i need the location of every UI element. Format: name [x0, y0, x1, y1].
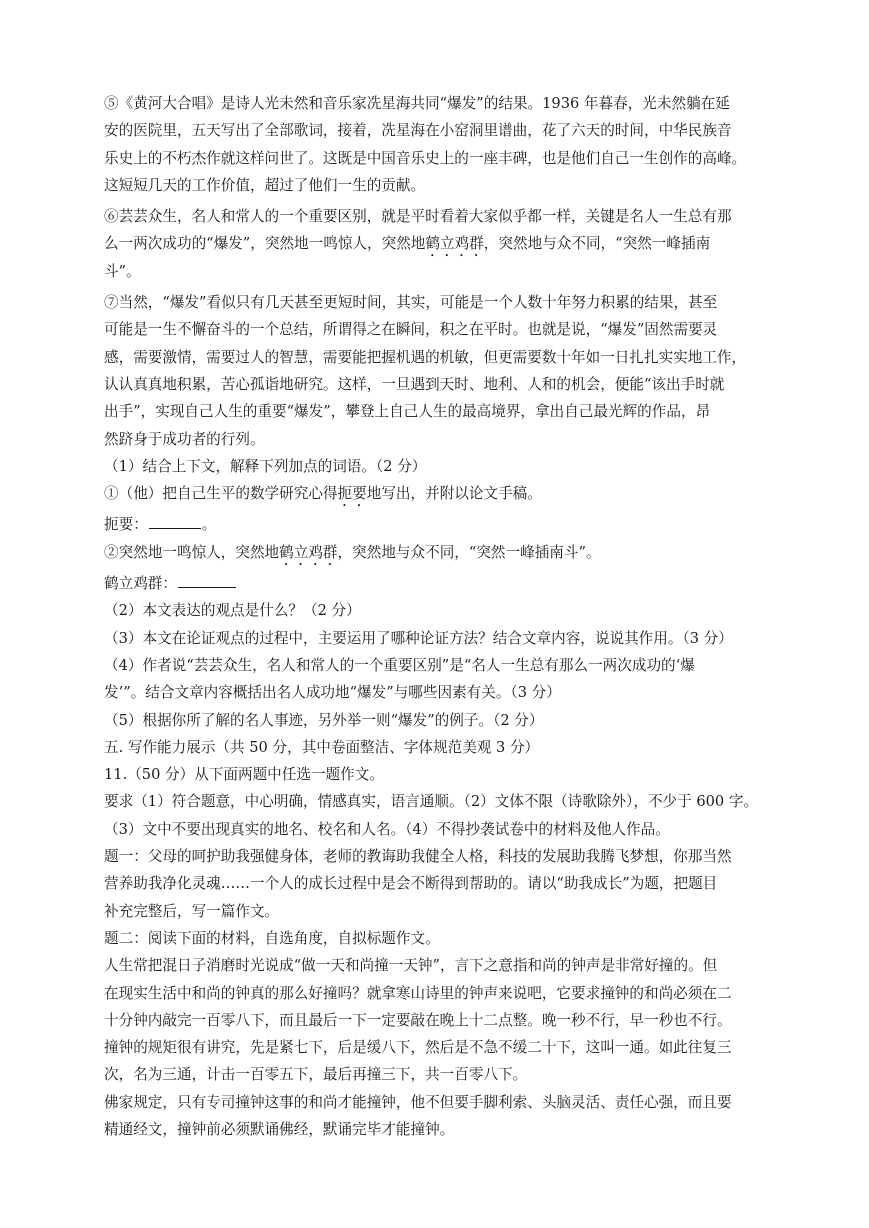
text-line: ⑥芸芸众生，名人和常人的一个重要区别，就是平时看着大家似乎都一样，关键是名人一生总有那 — [104, 208, 732, 226]
dotted-term: 鹤立鸡群 — [279, 543, 338, 561]
text-segment: 地写出，并附以论文手稿。 — [366, 485, 542, 503]
dotted-term: 扼要 — [337, 485, 367, 503]
paragraph-5 — [104, 90, 766, 199]
text-line: 题一：父母的呵护助我强健身体，老师的教诲助我健全人格，科技的发展助我腾飞梦想，你那当然 — [104, 848, 732, 866]
text-line: 这短短几天的工作价值，超过了他们一生的贡献。 — [104, 176, 426, 194]
answer-blank[interactable] — [149, 511, 201, 529]
text-segment: ，突然地与众不同，“突然一峰插南 — [483, 235, 711, 253]
text-line: 然跻身于成功者的行列。 — [104, 430, 265, 448]
text-line: ⑤《黄河大合唱》是诗人光未然和音乐家冼星海共同“爆发”的结果。1936 年暮春，光未然躺在延 — [104, 95, 730, 112]
topic-1 — [104, 843, 766, 925]
questions — [104, 453, 766, 734]
answer-line-1b — [104, 570, 766, 597]
section-heading: 五. 写作能力展示（共 50 分，其中卷面整洁、字体规范美观 3 分） — [104, 738, 540, 756]
question-4-cont: 发’”。结合文章内容概括出名人成功地“爆发”与哪些因素有关。（3 分） — [104, 684, 561, 702]
topic-2-heading: 题二：阅读下面的材料，自选角度，自拟标题作文。 — [104, 929, 440, 947]
answer-end: 。 — [201, 516, 217, 534]
answer-line-1a — [104, 511, 766, 538]
text-line: 安的医院里，五天写出了全部歌词，接着，冼星海在小窑洞里谱曲，花了六天的时间，中华民族音 — [104, 122, 732, 140]
text-line: 斗”。 — [104, 262, 141, 280]
text-line: ⑦当然，“爆发”看似只有几天甚至更短时间，其实，可能是一个人数十年努力积累的结果，甚至 — [104, 294, 718, 312]
text-segment: ①（他）把自己生平的数学研究心得 — [104, 485, 338, 503]
text-segment: 么一两次成功的“爆发”，突然地一鸣惊人，突然地 — [104, 235, 426, 253]
text-line: 感，需要激情，需要过人的智慧，需要能把握机遇的机敏，但更需要数十年如一日扎扎实实地工作， — [104, 348, 747, 366]
question-2: （2）本文表达的观点是什么？（2 分） — [104, 602, 361, 620]
text-line: 撞钟的规矩很有讲究，先是紧七下，后是缓八下，然后是不急不缓二十下，这叫一通。如此往复三 — [104, 1039, 732, 1057]
requirements-line: 要求（1）符合题意，中心明确，情感真实，语言通顺。（2）文体不限（诗歌除外），不少于 600 字。 — [104, 793, 759, 811]
question-4: （4）作者说“芸芸众生，名人和常人的一个重要区别”是“名人一生总有那么一两次成功的‘爆 — [104, 656, 695, 674]
section-5-writing — [104, 734, 766, 1143]
text-line: 认认真真地积累，苦心孤诣地研究。这样，一旦遇到天时、地利、人和的机会，便能“该出手时就 — [104, 375, 725, 393]
text-line: 在现实生活中和尚的钟真的那么好撞吗？就拿寒山诗里的钟声来说吧，它要求撞钟的和尚必须在二 — [104, 984, 732, 1002]
text-line: 次，名为三通，计击一百零五下，最后再撞三下，共一百零八下。 — [104, 1066, 528, 1084]
text-line: 补充完整后，写一篇作文。 — [104, 902, 280, 920]
text-line: 乐史上的不朽杰作就这样问世了。这既是中国音乐史上的一座丰碑，也是他们自己一生创作的高峰。 — [104, 149, 747, 167]
exam-page — [104, 90, 766, 1143]
paragraph-6 — [104, 203, 766, 285]
text-line: 十分钟内敲完一百零八下，而且最后一下一定要敲在晚上十二点整。晚一秒不行，早一秒也不行。 — [104, 1011, 732, 1029]
text-line: 出手”，实现自己人生的重要“爆发”，攀登上自己人生的最高境界，拿出自己最光辉的作品，昂 — [104, 403, 711, 421]
topic-2-material-p1 — [104, 952, 766, 1088]
text-line: 营养助我净化灵魂……一个人的成长过程中是会不断得到帮助的。请以“助我成长”为题，把题目 — [104, 875, 718, 893]
answer-blank[interactable] — [178, 570, 236, 588]
dotted-term: 鹤立鸡群 — [425, 235, 484, 253]
question-1b — [104, 539, 766, 566]
question-11: 11.（50 分）从下面两题中任选一题作文。 — [104, 766, 384, 784]
answer-label: 鹤立鸡群： — [104, 575, 177, 593]
question-1: （1）结合上下文，解释下列加点的词语。（2 分） — [104, 457, 427, 475]
text-line: 精通经文，撞钟前必须默诵佛经，默诵完毕才能撞钟。 — [104, 1120, 455, 1138]
text-line: 人生常把混日子消磨时光说成“做一天和尚撞一天钟”，言下之意指和尚的钟声是非常好撞的。但 — [104, 957, 718, 975]
topic-2-material-p2 — [104, 1089, 766, 1144]
question-3: （3）本文在论证观点的过程中，主要运用了哪种论证方法？结合文章内容，说说其作用。（3 分） — [104, 629, 733, 647]
text-line: 可能是一生不懈奋斗的一个总结，所谓得之在瞬间，积之在平时。也就是说，“爆发”固然需要灵 — [104, 321, 718, 339]
requirements-line: （3）文中不要出现真实的地名、校名和人名。（4）不得抄袭试卷中的材料及他人作品。 — [104, 820, 670, 838]
answer-label: 扼要： — [104, 516, 148, 534]
question-1a — [104, 480, 766, 507]
paragraph-7 — [104, 289, 766, 453]
text-line: 佛家规定，只有专司撞钟这事的和尚才能撞钟，他不但要手脚利索、头脑灵活、责任心强，而且要 — [104, 1093, 732, 1111]
question-5: （5）根据你所了解的名人事迹，另外举一则“爆发”的例子。（2 分） — [104, 711, 544, 729]
text-segment: ②突然地一鸣惊人，突然地 — [104, 543, 280, 561]
text-segment: ，突然地与众不同，“突然一峰插南斗”。 — [337, 543, 601, 561]
text-line — [104, 230, 766, 257]
